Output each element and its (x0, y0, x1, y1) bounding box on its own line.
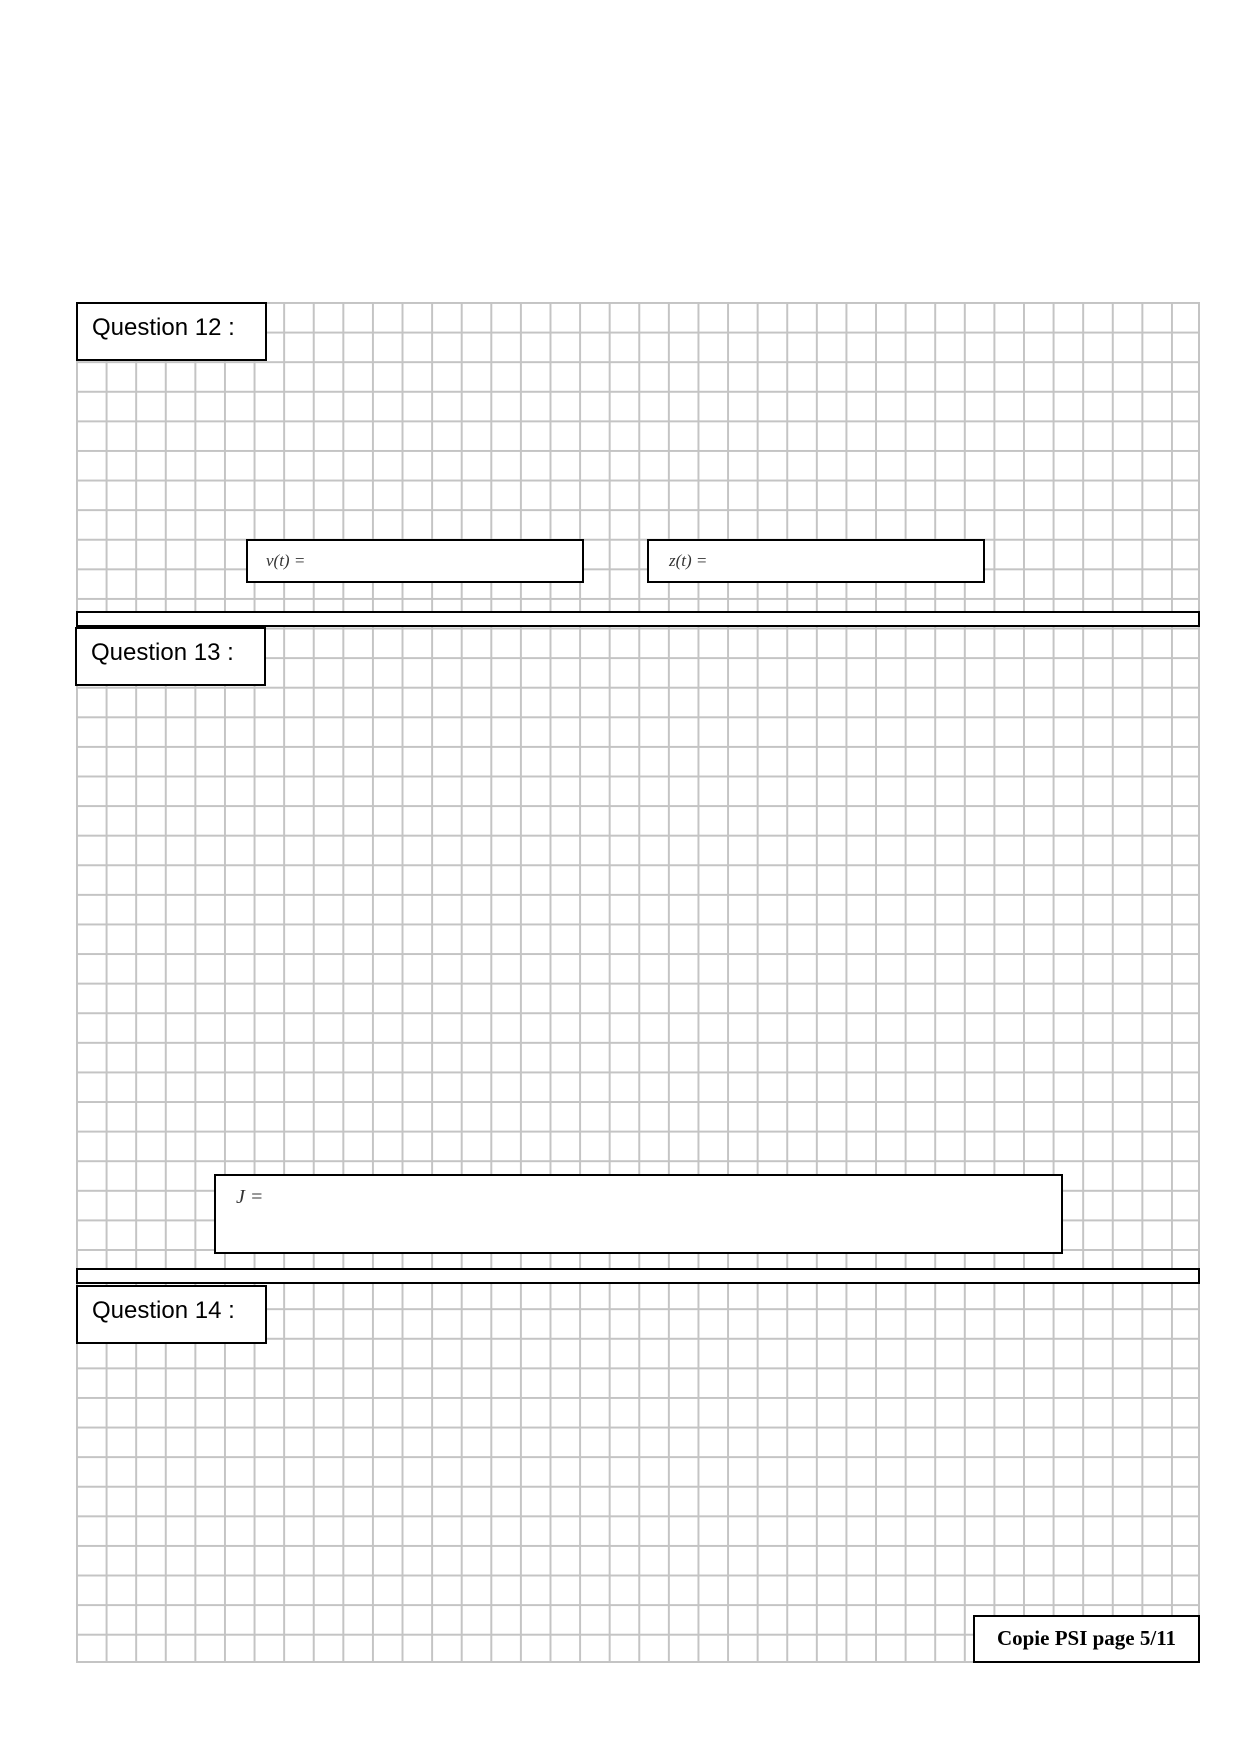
j-answer-field[interactable] (214, 1174, 1063, 1254)
page-number-label: Copie PSI page 5/11 (973, 1615, 1200, 1663)
section-separator (76, 1268, 1200, 1284)
z-t-answer-field[interactable] (647, 539, 985, 583)
j-label: J = (236, 1186, 264, 1208)
section-separator (76, 611, 1200, 627)
v-t-answer-field[interactable] (246, 539, 584, 583)
z-t-label: z(t) = (669, 551, 708, 570)
answer-grid (76, 302, 1200, 1663)
question-14-label: Question 14 : (76, 1285, 267, 1344)
v-t-label: v(t) = (266, 551, 306, 570)
question-12-label: Question 12 : (76, 302, 267, 361)
question-13-label: Question 13 : (75, 627, 266, 686)
